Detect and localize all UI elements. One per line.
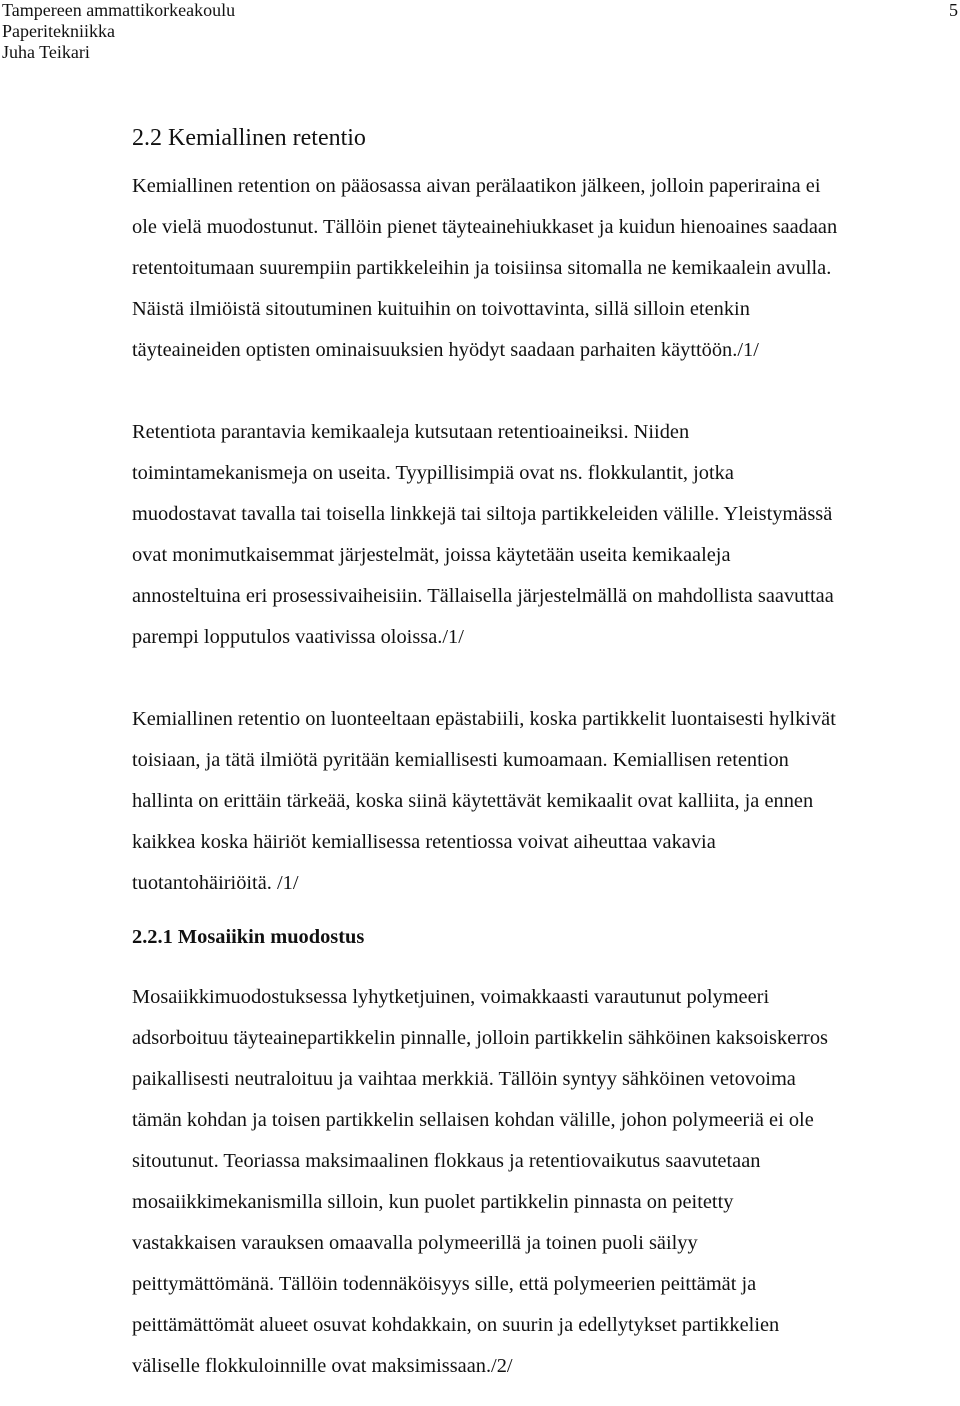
paragraph-line: mosaiikkimekanismilla silloin, kun puolet partikkelin pinnasta on peitetty <box>132 1191 734 1213</box>
document-body <box>132 116 958 1387</box>
paragraph-line: tämän kohdan ja toisen partikkelin sellaisen kohdan välille, johon polymeeriä ei ole <box>132 1109 814 1131</box>
section-title: 2.2 Kemiallinen retentio <box>132 125 366 151</box>
paragraph-line: Mosaiikkimuodostuksessa lyhytketjuinen, voimakkaasti varautunut polymeeri <box>132 986 770 1008</box>
paragraph-line: muodostavat tavalla tai toisella linkkejä tai siltoja partikkeleiden välille. Yleistymässä <box>132 503 833 525</box>
paragraph-line: tuotantohäiriöitä. /1/ <box>132 872 299 894</box>
paragraph-line: paikallisesti neutraloituu ja vaihtaa merkkiä. Tällöin syntyy sähköinen vetovoima <box>132 1068 796 1090</box>
paragraph-line: ole vielä muodostunut. Tällöin pienet täyteainehiukkaset ja kuidun hienoaines saadaan <box>132 216 838 238</box>
section-paragraph-3 <box>132 699 958 904</box>
header-program: Paperitekniikka <box>2 21 115 41</box>
page-number: 5 <box>949 0 958 20</box>
paragraph-spacer <box>132 371 958 412</box>
page-header <box>2 0 958 63</box>
paragraph-spacer <box>132 904 958 917</box>
subsection-title: 2.2.1 Mosaiikin muodostus <box>132 926 365 948</box>
paragraph-line: sitoutunut. Teoriassa maksimaalinen flokkaus ja retentiovaikutus saavutetaan <box>132 1150 761 1172</box>
section-paragraph-2 <box>132 412 958 658</box>
header-institution: Tampereen ammattikorkeakoulu <box>2 0 236 20</box>
paragraph-line: toimintamekanismeja on useita. Tyypillisimpiä ovat ns. flokkulantit, jotka <box>132 462 734 484</box>
paragraph-line: retentoitumaan suurempiin partikkeleihin ja toisiinsa sitomalla ne kemikaalein avulla. <box>132 257 832 279</box>
paragraph-line: adsorboituu täyteainepartikkelin pinnalle, jolloin partikkelin sähköinen kaksoiskerros <box>132 1027 828 1049</box>
paragraph-line: Näistä ilmiöistä sitoutuminen kuituihin on toivottavinta, sillä silloin etenkin <box>132 298 750 320</box>
paragraph-line: hallinta on erittäin tärkeää, koska siinä käytettävät kemikaalit ovat kalliita, ja ennen <box>132 790 814 812</box>
paragraph-line: toisiaan, ja tätä ilmiötä pyritään kemiallisesti kumoamaan. Kemiallisen retention <box>132 749 789 771</box>
paragraph-line: annosteltuina eri prosessivaiheisiin. Tällaisella järjestelmällä on mahdollista saavuttaa <box>132 585 834 607</box>
paragraph-line: peittämättömät alueet osuvat kohdakkain, on suurin ja edellytykset partikkelien <box>132 1314 780 1336</box>
section-paragraph-1 <box>132 166 958 371</box>
paragraph-line: peittymättömänä. Tällöin todennäköisyys sille, että polymeerien peittämät ja <box>132 1273 757 1295</box>
paragraph-line: Kemiallinen retentio on luonteeltaan epästabiili, koska partikkelit luontaisesti hylkivät <box>132 708 836 730</box>
paragraph-line: ovat monimutkaisemmat järjestelmät, joissa käytetään useita kemikaaleja <box>132 544 731 566</box>
paragraph-line: Kemiallinen retention on pääosassa aivan perälaatikon jälkeen, jolloin paperiraina ei <box>132 175 821 197</box>
paragraph-line: täyteaineiden optisten ominaisuuksien hyödyt saadaan parhaiten käyttöön./1/ <box>132 339 759 361</box>
paragraph-line: vastakkaisen varauksen omaavalla polymeerillä ja toinen puoli säilyy <box>132 1232 698 1254</box>
subsection-paragraph-1 <box>132 977 958 1387</box>
paragraph-line: väliselle flokkuloinnille ovat maksimissaan./2/ <box>132 1355 513 1377</box>
paragraph-line: kaikkea koska häiriöt kemiallisessa retentiossa voivat aiheuttaa vakavia <box>132 831 716 853</box>
paragraph-line: parempi lopputulos vaativissa oloissa./1/ <box>132 626 464 648</box>
paragraph-line: Retentiota parantavia kemikaaleja kutsutaan retentioaineiksi. Niiden <box>132 421 690 443</box>
header-author: Juha Teikari <box>2 42 90 62</box>
paragraph-spacer <box>132 658 958 699</box>
